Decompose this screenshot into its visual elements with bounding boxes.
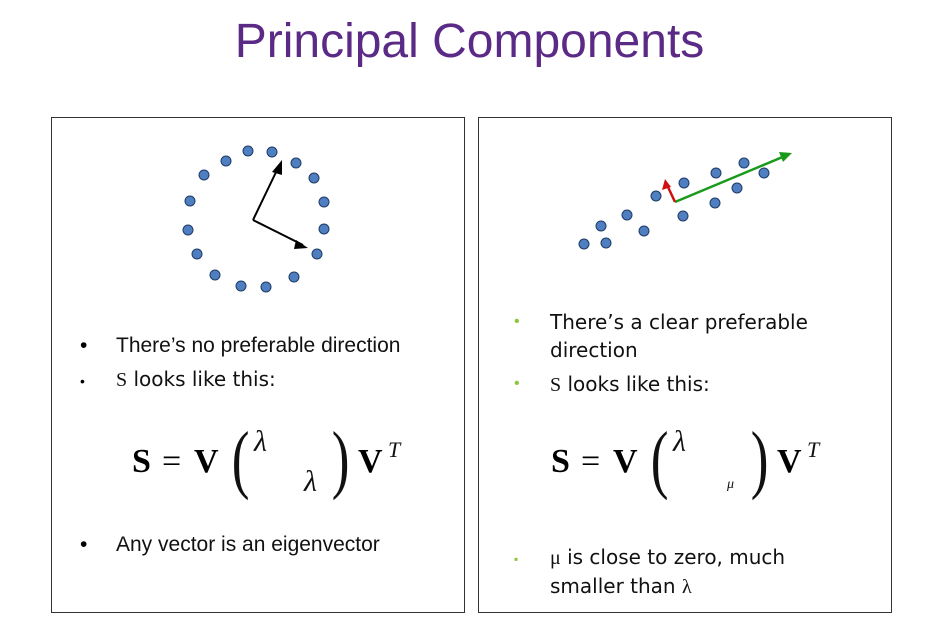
scatter-point bbox=[291, 158, 301, 168]
bullet-icon: • bbox=[80, 373, 85, 389]
scatter-point bbox=[309, 173, 319, 183]
scatter-point bbox=[221, 156, 231, 166]
scatter-point bbox=[596, 221, 606, 231]
scatter-point bbox=[210, 270, 220, 280]
matrix-symbol: S bbox=[550, 374, 562, 396]
scatter-point bbox=[183, 225, 193, 235]
matrix-symbol: S bbox=[116, 369, 128, 391]
scatter-point bbox=[261, 282, 271, 292]
scatter-point bbox=[710, 198, 720, 208]
scatter-point bbox=[319, 197, 329, 207]
right-panel: • There’s a clear preferable direction • S looks like this: S = V ( λ μ ) V T ▪ μ is close to zero, much smaller than λ bbox=[478, 117, 892, 613]
scatter-point bbox=[679, 178, 689, 188]
principal-axis-arrow bbox=[675, 156, 785, 202]
scatter-point bbox=[185, 196, 195, 206]
square-bullet-icon: ▪ bbox=[514, 552, 519, 566]
vector-arrow-up bbox=[253, 168, 278, 220]
covariance-formula: S = V ( λ μ ) V T bbox=[551, 417, 820, 501]
bullet-icon: • bbox=[80, 533, 88, 556]
scatter-point bbox=[759, 168, 769, 178]
scatter-point bbox=[651, 191, 661, 201]
scatter-point bbox=[243, 146, 253, 156]
circle-scatter-diagram bbox=[52, 118, 466, 318]
minor-axis-arrow bbox=[668, 187, 675, 202]
page-title: Principal Components bbox=[234, 15, 705, 68]
arrowhead-icon bbox=[272, 160, 282, 175]
scatter-point bbox=[267, 147, 277, 157]
mu-symbol: μ bbox=[550, 547, 561, 569]
scatter-point bbox=[639, 226, 649, 236]
scatter-point bbox=[579, 239, 589, 249]
line-scatter-diagram bbox=[479, 118, 893, 318]
covariance-formula: S = V ( λ λ ) V T bbox=[132, 417, 401, 501]
scatter-point bbox=[622, 210, 632, 220]
scatter-point bbox=[289, 272, 299, 282]
scatter-point bbox=[739, 158, 749, 168]
scatter-point bbox=[192, 249, 202, 259]
scatter-point bbox=[312, 249, 322, 259]
scatter-point bbox=[678, 211, 688, 221]
vector-arrow-right bbox=[253, 220, 303, 245]
bullet-icon: • bbox=[514, 375, 520, 392]
scatter-point bbox=[732, 183, 742, 193]
scatter-point bbox=[236, 281, 246, 291]
lambda-symbol: λ bbox=[681, 576, 692, 598]
scatter-point bbox=[711, 168, 721, 178]
scatter-point bbox=[601, 238, 611, 248]
arrowhead-icon bbox=[294, 240, 308, 249]
bullet-icon: • bbox=[514, 313, 520, 330]
scatter-point bbox=[199, 170, 209, 180]
bullet-icon: • bbox=[80, 334, 88, 357]
left-panel: • There’s no preferable direction • S looks like this: S = V ( λ λ ) V T • Any vector is an eigenvector bbox=[51, 117, 465, 613]
scatter-point bbox=[319, 224, 329, 234]
